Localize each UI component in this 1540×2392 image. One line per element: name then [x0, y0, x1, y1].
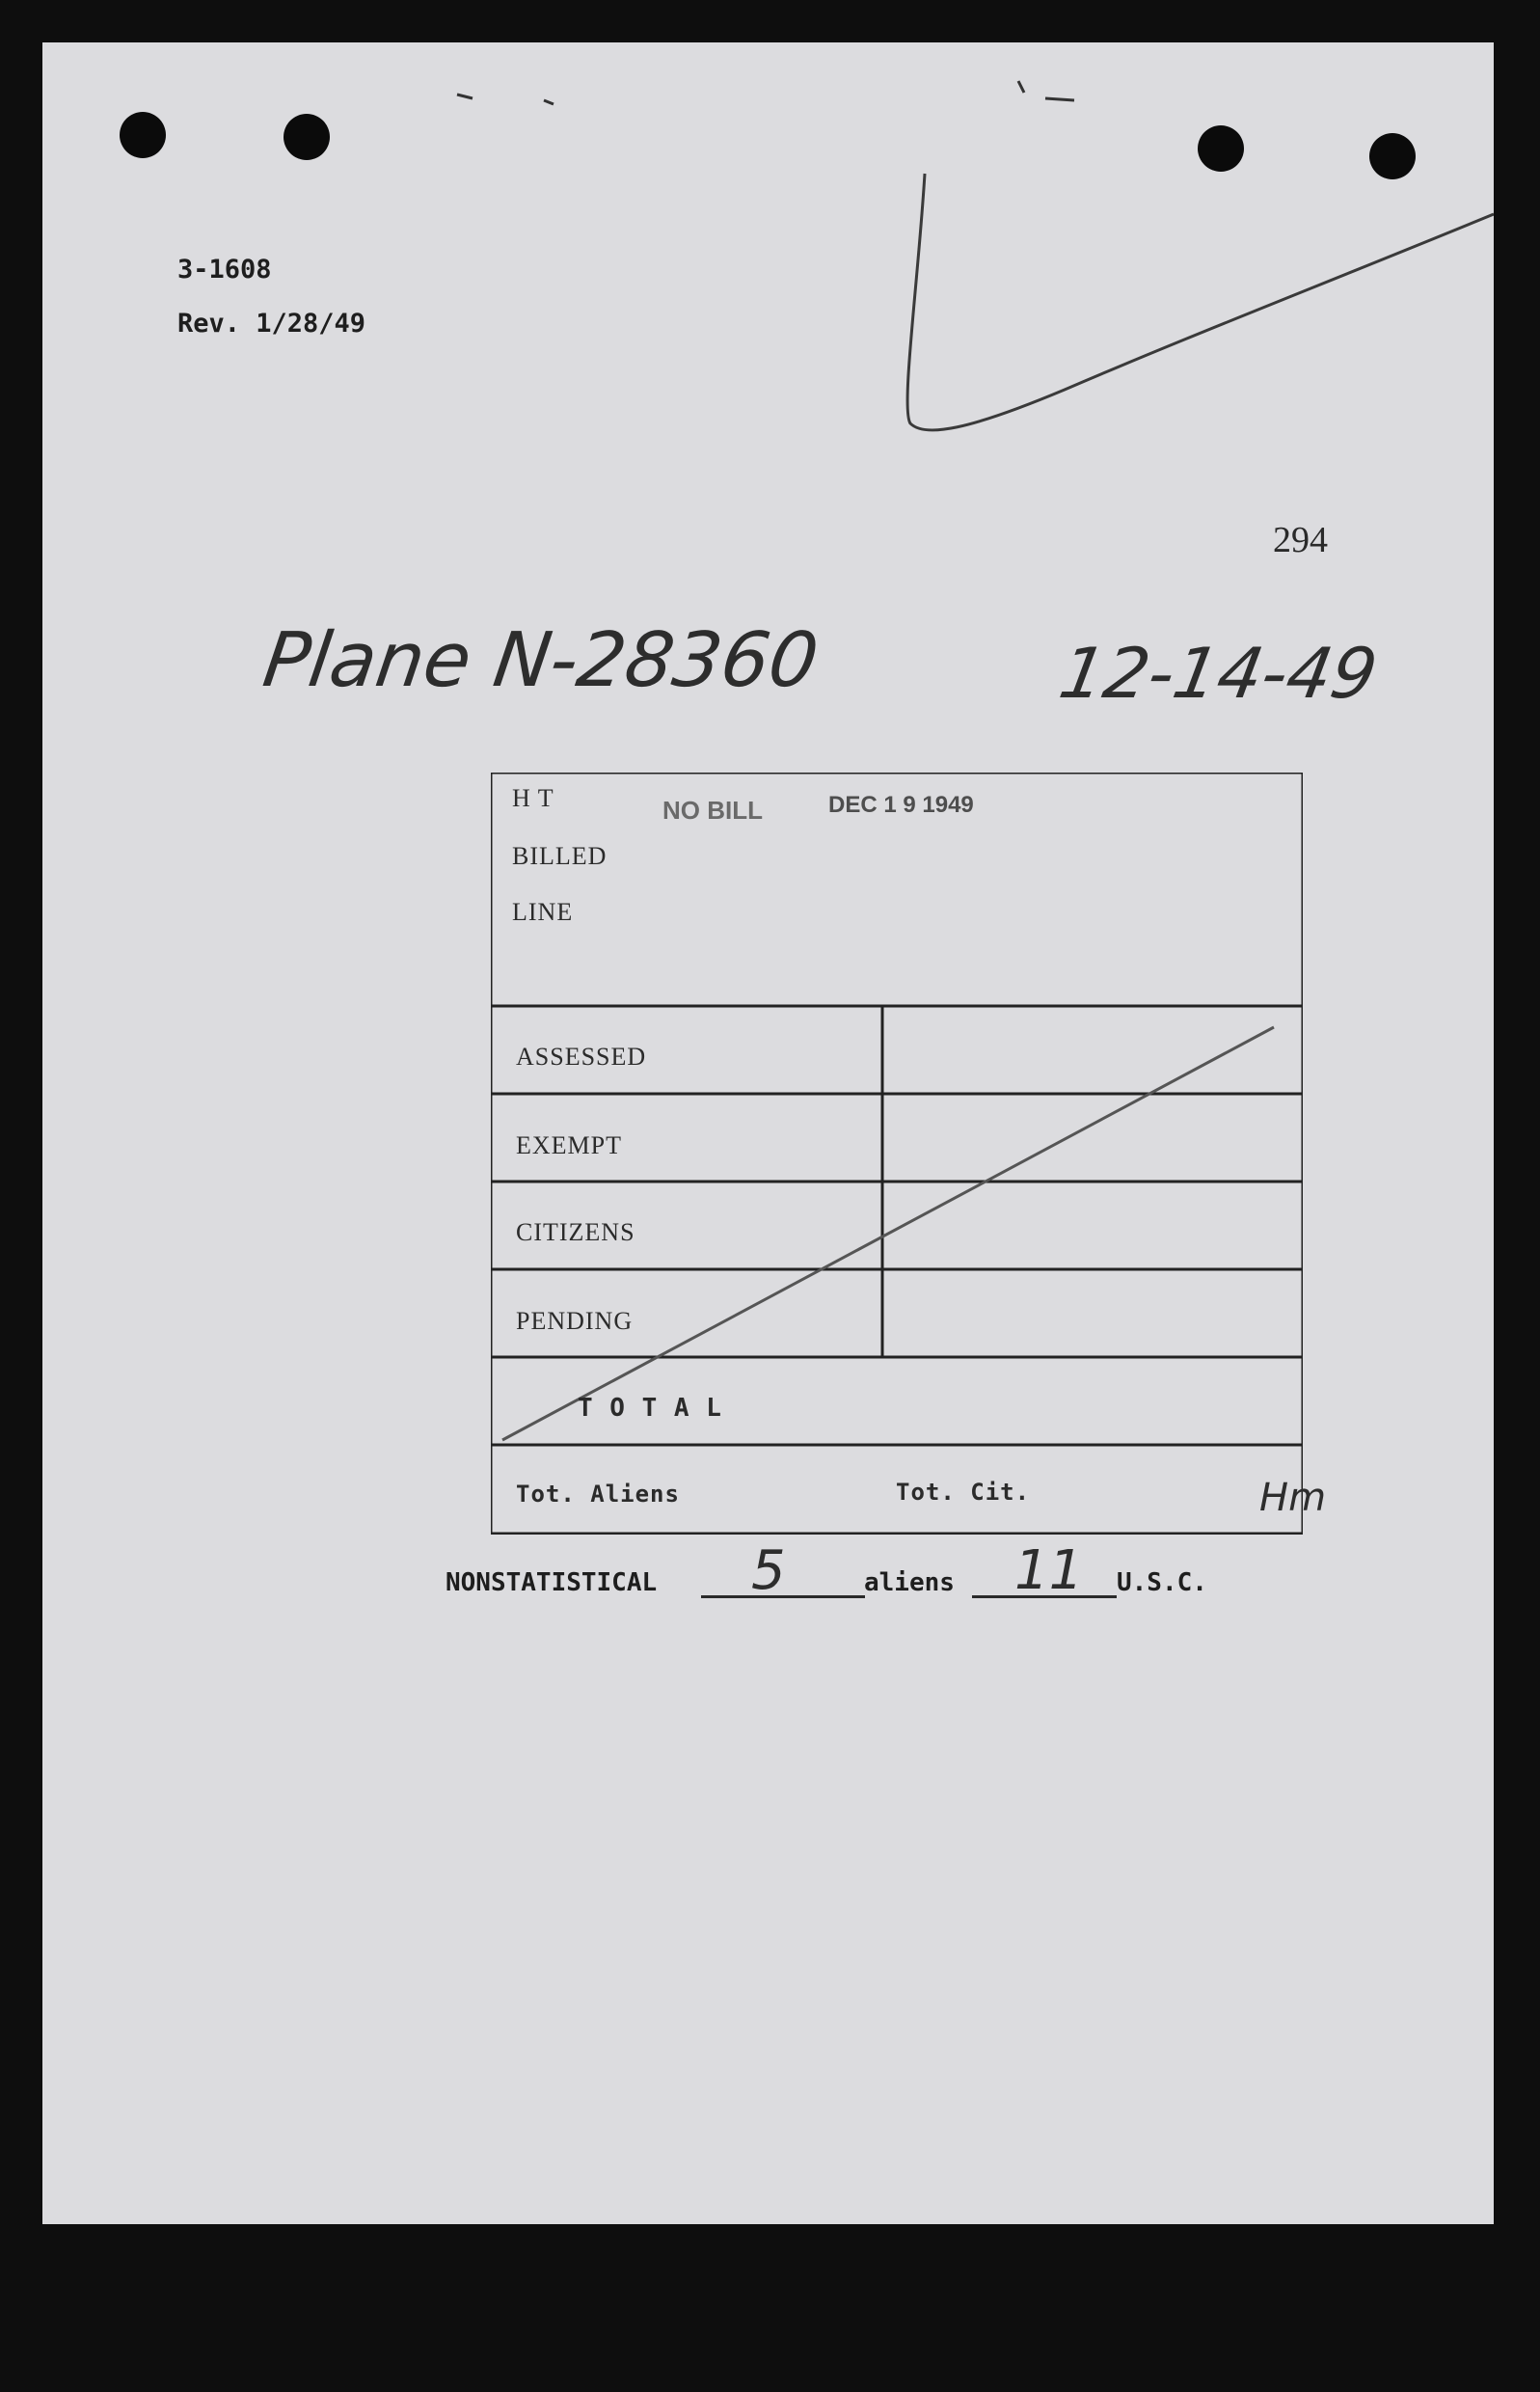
row-assessed: ASSESSED [516, 1043, 647, 1071]
handwritten-date: 12-14-49 [1053, 633, 1384, 714]
handwritten-initials: Hm [1259, 1476, 1327, 1520]
label-line: LINE [512, 898, 574, 926]
total-citizens-label: Tot. Cit. [896, 1479, 1031, 1506]
nonstatistical-label: NONSTATISTICAL [446, 1568, 658, 1597]
total-label: T O T A L [578, 1394, 722, 1423]
row-exempt: EXEMPT [516, 1131, 622, 1159]
page-number: 294 [1273, 520, 1328, 560]
row-citizens: CITIZENS [516, 1218, 635, 1246]
handwritten-title: Plane N-28360 [257, 617, 824, 704]
aliens-count: 5 [751, 1539, 786, 1602]
aliens-label: aliens [864, 1568, 955, 1597]
label-ht: H T [512, 784, 554, 812]
date-stamp: DEC 1 9 1949 [828, 792, 974, 818]
form-revision: Rev. 1/28/49 [177, 309, 366, 339]
form-number: 3-1608 [177, 255, 272, 285]
usc-count: 11 [1014, 1539, 1084, 1602]
document-page [42, 42, 1494, 2224]
row-pending: PENDING [516, 1307, 634, 1335]
label-billed: BILLED [512, 842, 608, 870]
no-bill-stamp: NO BILL [662, 796, 763, 825]
usc-label: U.S.C. [1117, 1568, 1207, 1597]
tax-form-table [491, 773, 1303, 1535]
total-aliens-label: Tot. Aliens [516, 1481, 680, 1508]
